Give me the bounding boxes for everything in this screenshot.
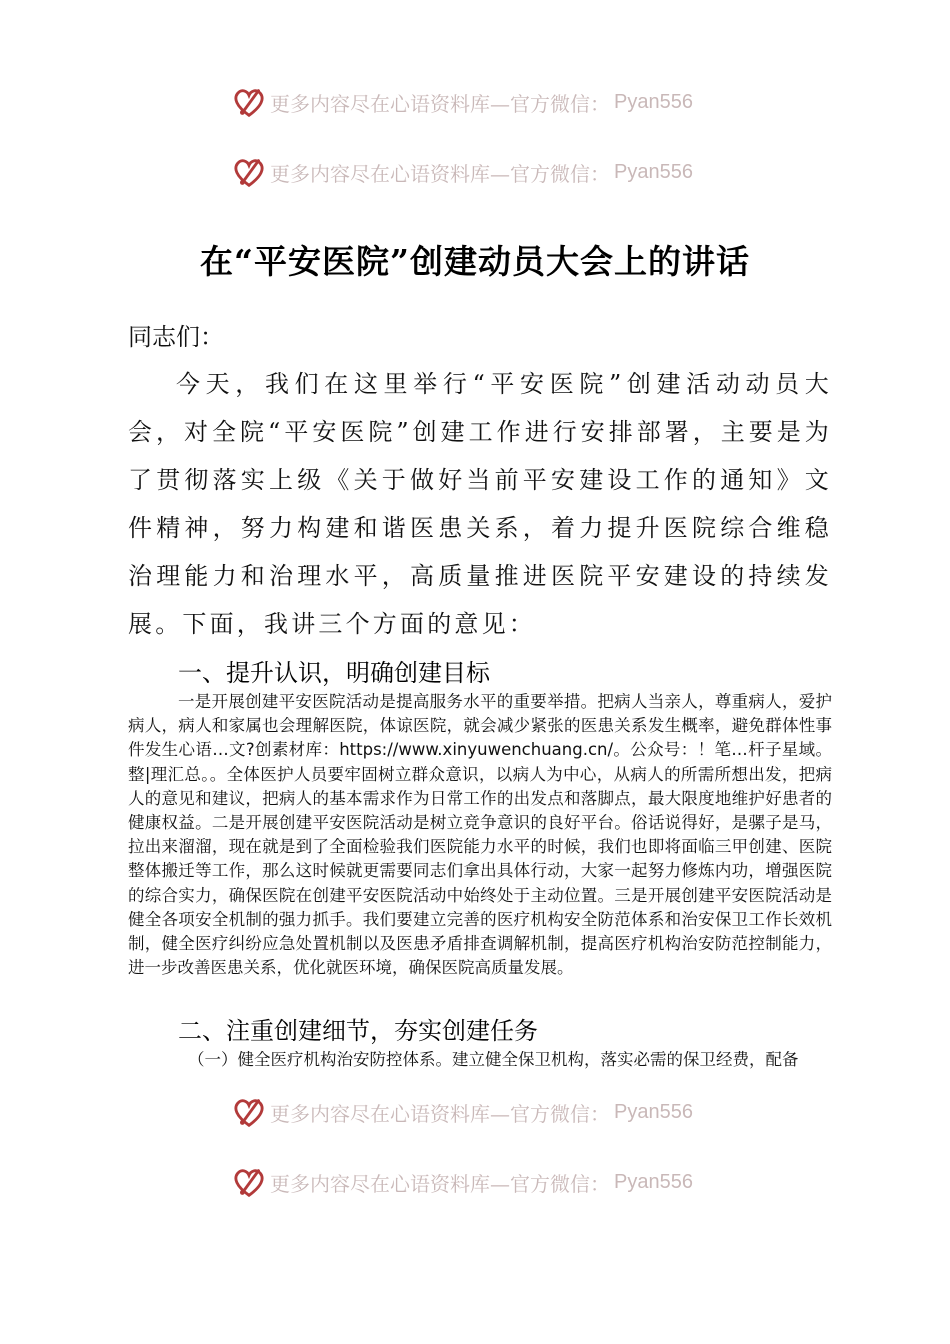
- watermark-banner: [230, 1162, 693, 1202]
- watermark-id: Pyan556: [614, 90, 693, 113]
- watermark-text: 更多内容尽在心语资料库—官方微信：: [270, 91, 610, 116]
- heart-pen-logo-icon: [230, 83, 268, 121]
- watermark-id: Pyan556: [614, 1100, 693, 1123]
- watermark-text: 更多内容尽在心语资料库—官方微信：: [270, 1171, 610, 1196]
- watermark-text: 更多内容尽在心语资料库—官方微信：: [270, 1101, 610, 1126]
- heart-pen-logo-icon: [230, 1093, 268, 1131]
- salutation: 同志们：: [128, 323, 224, 351]
- heart-pen-logo-icon: [230, 153, 268, 191]
- section-1-heading: 一、提升认识，明确创建目标: [178, 659, 490, 687]
- watermark-id: Pyan556: [614, 160, 693, 183]
- section-2-first-line: （一）健全医疗机构治安防控体系。建立健全保卫机构，落实必需的保卫经费，配备: [188, 1050, 799, 1069]
- intro-paragraph: 今天，我们在这里举行“平安医院”创建活动动员大会，对全院“平安医院”创建工作进行安排部署，主要是为了贯彻落实上级《关于做好当前平安建设工作的通知》文件精神，努力构建和谐医患关系，着力提升医院综合维稳治理能力和治理水平，高质量推进医院平安建设的持续发展。下面，我讲三个方面的意见：: [128, 370, 832, 638]
- section-2-heading: 二、注重创建细节，夯实创建任务: [178, 1017, 538, 1045]
- page-title: 在“平安医院”创建动员大会上的讲话: [200, 242, 750, 281]
- watermark-banner: [230, 152, 693, 192]
- watermark-text: 更多内容尽在心语资料库—官方微信：: [270, 161, 610, 186]
- watermark-banner: [230, 82, 693, 122]
- watermark-banner: [230, 1092, 693, 1132]
- heart-pen-logo-icon: [230, 1163, 268, 1201]
- section-1-body: 一是开展创建平安医院活动是提高服务水平的重要举措。把病人当亲人，尊重病人，爱护病人，病人和家属也会理解医院，体谅医院，就会减少紧张的医患关系发生概率，避免群体性事件发生心语…文?创素材库：https://www.xinyuwenchuang.cn/。公众号：！笔…杆子星域。整|理汇总。。全体医护人员要牢固树立群众意识，以病人为中心，从病人的所需所想出发，把病人的意见和建议，把病人的基本需求作为日常工作的出发点和落脚点，最大限度地维护好患者的健康权益。二是开展创建平安医院活动是树立竞争意识的良好平台。俗话说得好，是骡子是马，拉出来溜溜，现在就是到了全面检验我们医院能力水平的时候，我们也即将面临三甲创建、医院整体搬迁等工作，那么这时候就更需要同志们拿出具体行动，大家一起努力修炼内功，增强医院的综合实力，确保医院在创建平安医院活动中始终处于主动位置。三是开展创建平安医院活动是健全各项安全机制的强力抓手。我们要建立完善的医疗机构安全防范体系和治安保卫工作长效机制，健全医疗纠纷应急处置机制以及医患矛盾排查调解机制，提高医疗机构治安防范控制能力，进一步改善医患关系，优化就医环境，确保医院高质量发展。: [128, 692, 832, 978]
- watermark-id: Pyan556: [614, 1170, 693, 1193]
